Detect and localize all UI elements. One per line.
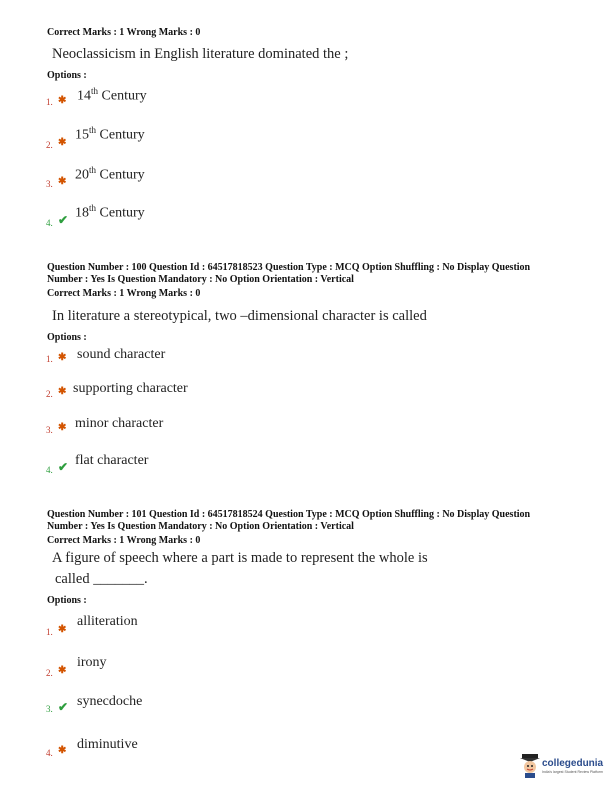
cross-icon: ✱: [58, 95, 67, 106]
option-text: flat character: [75, 453, 149, 468]
option-number: 4.: [46, 465, 53, 475]
option-number: 2.: [46, 668, 53, 678]
question-meta-line: Question Number : 100 Question Id : 64517818523 Question Type : MCQ Option Shuffling : No Display Question: [47, 262, 531, 273]
question-meta-line: Number : Yes Is Question Mandatory : No Option Orientation : Vertical: [47, 521, 354, 532]
option-number: 3.: [46, 179, 53, 189]
collegedunia-logo: [520, 752, 612, 782]
option-text: 14th Century: [77, 86, 147, 104]
cross-icon: ✱: [58, 386, 67, 397]
marks-line: Correct Marks : 1 Wrong Marks : 0: [47, 535, 201, 546]
check-icon: ✔: [58, 213, 69, 227]
cross-icon: ✱: [58, 137, 67, 148]
option-text: minor character: [75, 416, 164, 431]
check-icon: ✔: [58, 700, 69, 714]
option-item: [46, 655, 346, 681]
option-item: [46, 88, 346, 114]
option-item: [46, 453, 346, 479]
option-text: irony: [77, 655, 107, 670]
option-item: [46, 737, 346, 763]
option-number: 2.: [46, 140, 53, 150]
question-text: A figure of speech where a part is made to represent the whole is: [52, 550, 428, 566]
options-label: Options :: [47, 70, 87, 81]
question-text: Neoclassicism in English literature dominated the ;: [52, 46, 349, 62]
option-number: 3.: [46, 704, 53, 714]
option-number: 4.: [46, 748, 53, 758]
option-number: 3.: [46, 425, 53, 435]
option-item: [46, 614, 346, 640]
option-text: synecdoche: [77, 694, 143, 709]
options-label: Options :: [47, 595, 87, 606]
option-item: [46, 381, 346, 407]
option-item: [46, 694, 346, 720]
option-item: [46, 416, 346, 442]
cross-icon: ✱: [58, 422, 67, 433]
cross-icon: ✱: [58, 624, 67, 635]
option-number: 1.: [46, 354, 53, 364]
cross-icon: ✱: [58, 665, 67, 676]
option-number: 1.: [46, 627, 53, 637]
option-item: [46, 125, 346, 154]
option-item: [46, 203, 346, 232]
option-item: [46, 347, 346, 373]
option-item: [46, 165, 346, 194]
question-text: In literature a stereotypical, two –dimensional character is called: [52, 308, 427, 324]
logo-wordmark: collegedunia: [542, 758, 604, 769]
option-text: 20th Century: [75, 165, 145, 183]
option-text: alliteration: [77, 614, 138, 629]
check-icon: ✔: [58, 460, 69, 474]
question-meta-line: Number : Yes Is Question Mandatory : No Option Orientation : Vertical: [47, 274, 354, 285]
question-meta-line: Question Number : 101 Question Id : 64517818524 Question Type : MCQ Option Shuffling : No Display Question: [47, 509, 531, 520]
option-number: 4.: [46, 218, 53, 228]
option-text: 15th Century: [75, 125, 145, 143]
option-text: diminutive: [77, 737, 138, 752]
options-label: Options :: [47, 332, 87, 343]
marks-line: Correct Marks : 1 Wrong Marks : 0: [47, 288, 201, 299]
logo-tagline: India's largest Student Review Platform: [542, 770, 603, 774]
cross-icon: ✱: [58, 745, 67, 756]
option-text: 18th Century: [75, 203, 145, 221]
question-text-continued: called _______.: [55, 571, 148, 587]
option-text: sound character: [77, 347, 166, 362]
marks-line: Correct Marks : 1 Wrong Marks : 0: [47, 27, 201, 38]
mascot-icon: [520, 754, 540, 778]
cross-icon: ✱: [58, 352, 67, 363]
option-number: 2.: [46, 389, 53, 399]
cross-icon: ✱: [58, 176, 67, 187]
option-number: 1.: [46, 97, 53, 107]
option-text: supporting character: [73, 381, 188, 396]
